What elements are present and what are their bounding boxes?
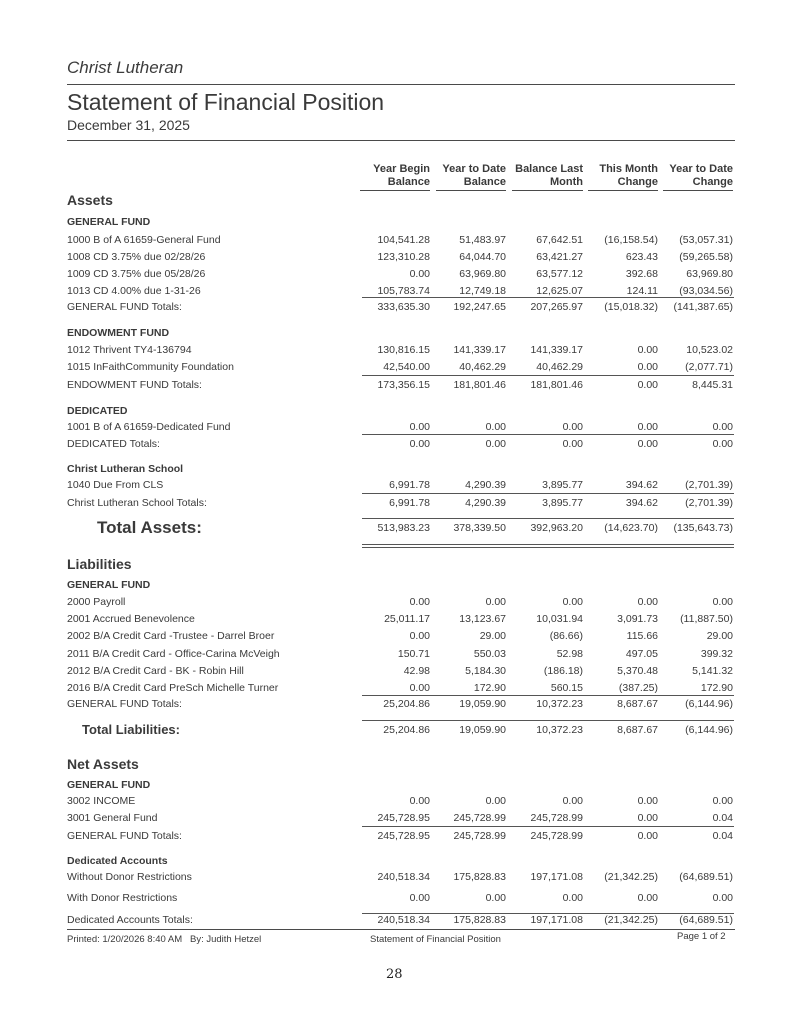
row-value: 0.00 <box>637 596 658 608</box>
row-value: (11,887.50) <box>680 613 733 626</box>
row-value: 51,483.97 <box>459 234 506 246</box>
table-row <box>67 810 735 826</box>
row-value: 0.00 <box>409 682 430 694</box>
row-label: Net Assets <box>67 756 139 772</box>
row-value: 0.00 <box>712 438 733 450</box>
row-value: 25,204.86 <box>383 724 430 736</box>
row-label: 2016 B/A Credit Card PreSch Michelle Turner <box>67 682 279 694</box>
row-label: 2000 Payroll <box>67 596 126 608</box>
table-row <box>67 419 735 435</box>
row-value: (2,701.39) <box>685 497 733 509</box>
row-label: 1013 CD 4.00% due 1-31-26 <box>67 285 201 297</box>
row-value: 245,728.95 <box>377 812 430 824</box>
row-value: 40,462.29 <box>459 361 506 373</box>
table-row <box>67 477 735 493</box>
row-value: 497.05 <box>625 647 658 660</box>
row-value: 245,728.99 <box>530 830 583 842</box>
total-assets-row <box>67 520 735 542</box>
row-value: (53,057.31) <box>679 234 733 246</box>
row-value: (2,077.71) <box>685 361 733 373</box>
row-value: 0.00 <box>562 892 583 904</box>
row-value: 0.00 <box>637 421 658 433</box>
row-value: 0.00 <box>637 795 658 807</box>
row-value: 0.00 <box>409 268 430 280</box>
table-row <box>67 266 735 282</box>
row-value: 115.66 <box>626 630 658 643</box>
row-value: 3,091.73 <box>617 613 658 626</box>
totals-row <box>67 436 735 452</box>
row-value: 240,518.34 <box>377 871 430 883</box>
row-label: 1008 CD 3.75% due 02/28/26 <box>67 251 206 263</box>
row-value: 3,895.77 <box>542 479 583 491</box>
row-value: (14,623.70) <box>604 522 658 534</box>
row-value: 19,059.90 <box>459 724 506 736</box>
row-value: 550.03 <box>473 647 506 660</box>
row-value: 52.98 <box>556 647 583 660</box>
row-value: (6,144.96) <box>685 724 733 736</box>
header-rule-top <box>67 84 735 85</box>
total-underline <box>362 518 734 519</box>
row-label: 2001 Accrued Benevolence <box>67 613 195 626</box>
row-value: 141,339.17 <box>453 344 506 356</box>
footer-report-name: Statement of Financial Position <box>370 934 501 945</box>
row-value: 181,801.46 <box>453 379 506 391</box>
column-header-balance-last-month <box>512 163 583 191</box>
group-heading <box>67 461 735 477</box>
row-value: 0.00 <box>562 438 583 450</box>
column-header-line: This Month <box>599 163 658 175</box>
group-heading <box>67 403 735 419</box>
table-row <box>67 342 735 358</box>
row-value: 394.62 <box>625 479 658 491</box>
group-heading <box>67 853 735 869</box>
row-value: 245,728.99 <box>530 812 583 824</box>
row-value: 0.00 <box>485 438 506 450</box>
row-label: GENERAL FUND <box>67 579 151 591</box>
row-value: 0.00 <box>409 795 430 807</box>
column-header-line: Year to Date <box>669 163 733 175</box>
row-value: 19,059.90 <box>459 698 506 710</box>
row-value: 172.90 <box>473 682 506 694</box>
row-label: ENDOWMENT FUND Totals: <box>67 379 202 391</box>
row-value: 245,728.99 <box>453 812 506 824</box>
group-heading <box>67 577 735 593</box>
row-value: 0.00 <box>712 892 733 904</box>
row-value: (21,342.25) <box>604 914 658 926</box>
table-row <box>67 890 735 906</box>
row-value: 0.00 <box>562 596 583 608</box>
row-value: 0.00 <box>637 438 658 450</box>
row-label: 2002 B/A Credit Card -Trustee - Darrel Broer <box>67 630 275 643</box>
table-row <box>67 359 735 375</box>
row-label: GENERAL FUND Totals: <box>67 698 182 710</box>
header-rule-bottom <box>67 140 735 141</box>
row-label: 1000 B of A 61659-General Fund <box>67 234 221 246</box>
column-header-line: Balance <box>463 176 506 188</box>
row-value: (141,387.65) <box>673 301 733 313</box>
organization-name: Christ Lutheran <box>67 58 184 77</box>
row-value: (387.25) <box>618 682 658 694</box>
row-value: 8,445.31 <box>692 379 733 391</box>
row-value: 124.11 <box>626 285 658 297</box>
table-row <box>67 232 735 248</box>
total-underline <box>362 493 734 494</box>
row-label: DEDICATED <box>67 405 128 417</box>
row-value: 63,969.80 <box>459 268 506 280</box>
row-value: 399.32 <box>700 647 733 660</box>
column-header-line: Year to Date <box>442 163 506 175</box>
footer-by: By: Judith Hetzel <box>190 934 262 945</box>
row-value: 197,171.08 <box>530 914 583 926</box>
column-header-ytd-balance <box>436 163 506 191</box>
column-header-line: Year Begin <box>373 163 430 175</box>
row-label: 3001 General Fund <box>67 812 158 824</box>
row-value: (15,018.32) <box>604 301 658 313</box>
row-value: 0.00 <box>409 596 430 608</box>
row-label: 3002 INCOME <box>67 795 136 807</box>
row-value: 181,801.46 <box>530 379 583 391</box>
row-value: 6,991.78 <box>389 497 430 509</box>
row-value: 5,141.32 <box>692 664 733 677</box>
column-header-year-begin <box>360 163 430 191</box>
row-value: 0.00 <box>637 812 658 824</box>
row-value: 29.00 <box>479 630 506 643</box>
totals-row <box>67 912 735 928</box>
row-value: 5,184.30 <box>465 664 506 677</box>
row-value: 0.00 <box>485 421 506 433</box>
row-value: (2,701.39) <box>685 479 733 491</box>
table-row <box>67 646 735 662</box>
column-header-line: Change <box>617 176 658 188</box>
row-label: Christ Lutheran School <box>67 463 184 475</box>
row-value: 0.00 <box>485 795 506 807</box>
row-value: 0.00 <box>562 421 583 433</box>
row-value: 378,339.50 <box>453 522 506 534</box>
row-value: 0.00 <box>712 421 733 433</box>
table-row <box>67 680 735 696</box>
row-value: 173,356.15 <box>377 379 430 391</box>
row-value: (64,689.51) <box>679 914 733 926</box>
row-label: 1012 Thrivent TY4-136794 <box>67 344 192 356</box>
footer-page: Page 1 of 2 <box>677 931 726 942</box>
row-value: 0.00 <box>409 421 430 433</box>
total-underline <box>362 375 734 376</box>
row-label: ENDOWMENT FUND <box>67 327 170 339</box>
row-value: (59,265.58) <box>679 251 733 263</box>
column-header-ytd-change <box>663 163 733 191</box>
table-row <box>67 249 735 265</box>
row-label: Without Donor Restrictions <box>67 871 192 883</box>
row-value: 0.00 <box>712 596 733 608</box>
totals-row <box>67 495 735 511</box>
row-value: 10,372.23 <box>536 724 583 736</box>
table-row <box>67 594 735 610</box>
report-title: Statement of Financial Position <box>67 89 385 115</box>
row-value: 623.43 <box>625 251 658 263</box>
row-value: 12,749.18 <box>459 285 506 297</box>
row-value: 8,687.67 <box>617 724 658 736</box>
row-label: Liabilities <box>67 556 132 572</box>
row-label: 2012 B/A Credit Card - BK - Robin Hill <box>67 664 244 677</box>
row-label: 2011 B/A Credit Card - Office-Carina McVeigh <box>67 647 280 660</box>
row-value: 172.90 <box>700 682 733 694</box>
row-value: 0.00 <box>637 344 658 356</box>
row-value: 333,635.30 <box>377 301 430 313</box>
row-label: 1009 CD 3.75% due 05/28/26 <box>67 268 206 280</box>
row-value: 4,290.39 <box>465 497 506 509</box>
row-value: 192,247.65 <box>453 301 506 313</box>
column-header-line: Change <box>692 176 733 188</box>
table-row <box>67 611 735 627</box>
row-value: 175,828.83 <box>453 871 506 883</box>
column-header-line: Month <box>550 176 583 188</box>
row-label: Total Liabilities: <box>82 722 180 737</box>
row-value: 392,963.20 <box>530 522 583 534</box>
row-value: 63,577.12 <box>536 268 583 280</box>
row-label: GENERAL FUND Totals: <box>67 301 182 313</box>
row-value: 560.15 <box>550 682 583 694</box>
row-value: 25,204.86 <box>383 698 430 710</box>
row-label: Christ Lutheran School Totals: <box>67 497 207 509</box>
section-heading-assets <box>67 192 735 208</box>
row-label: 1001 B of A 61659-Dedicated Fund <box>67 421 231 433</box>
table-row <box>67 628 735 644</box>
row-value: (135,643.73) <box>673 522 733 534</box>
row-value: 5,370.48 <box>617 664 658 677</box>
row-label: GENERAL FUND <box>67 216 151 228</box>
row-value: 63,421.27 <box>536 251 583 263</box>
report-date: December 31, 2025 <box>67 117 190 133</box>
row-value: 63,969.80 <box>686 268 733 280</box>
row-label: Total Assets: <box>97 518 202 537</box>
row-value: 0.00 <box>562 795 583 807</box>
row-value: 104,541.28 <box>377 234 430 246</box>
total-underline <box>362 434 734 435</box>
row-label: With Donor Restrictions <box>67 892 178 904</box>
total-underline <box>362 297 734 298</box>
row-value: 6,991.78 <box>389 479 430 491</box>
row-value: (93,034.56) <box>679 285 733 297</box>
column-header-this-month-change <box>588 163 658 191</box>
row-value: 0.00 <box>637 892 658 904</box>
section-heading-liabilities <box>67 556 735 572</box>
row-value: 10,372.23 <box>536 698 583 710</box>
row-label: Assets <box>67 192 113 208</box>
row-value: 141,339.17 <box>530 344 583 356</box>
row-value: 175,828.83 <box>453 914 506 926</box>
row-value: 105,783.74 <box>377 285 430 297</box>
row-label: Dedicated Accounts <box>67 855 168 867</box>
row-value: 207,265.97 <box>530 301 583 313</box>
page-number: 28 <box>386 967 403 982</box>
row-value: (86.66) <box>549 630 583 643</box>
row-value: (64,689.51) <box>679 871 733 883</box>
group-heading <box>67 214 735 230</box>
table-row <box>67 793 735 809</box>
row-value: 0.00 <box>485 892 506 904</box>
footer-printed: Printed: 1/20/2026 8:40 AM <box>67 934 183 945</box>
total-underline <box>362 720 734 721</box>
row-label: Dedicated Accounts Totals: <box>67 914 193 926</box>
totals-row <box>67 377 735 393</box>
totals-row <box>67 696 735 712</box>
row-value: 513,983.23 <box>377 522 430 534</box>
row-label: GENERAL FUND Totals: <box>67 830 182 842</box>
totals-row <box>67 828 735 844</box>
row-value: 12,625.07 <box>536 285 583 297</box>
row-value: 245,728.99 <box>453 830 506 842</box>
row-label: DEDICATED Totals: <box>67 438 160 450</box>
row-value: 3,895.77 <box>542 497 583 509</box>
row-value: (16,158.54) <box>604 234 658 246</box>
row-value: (6,144.96) <box>685 698 733 710</box>
row-value: 0.00 <box>485 596 506 608</box>
row-value: 0.04 <box>712 830 733 842</box>
row-value: 394.62 <box>625 497 658 509</box>
totals-row <box>67 299 735 315</box>
row-value: 67,642.51 <box>536 234 583 246</box>
row-label: 1040 Due From CLS <box>67 479 164 491</box>
row-value: 150.71 <box>397 647 430 660</box>
row-value: (21,342.25) <box>604 871 658 883</box>
row-value: 4,290.39 <box>465 479 506 491</box>
row-value: 0.00 <box>637 379 658 391</box>
column-header-line: Balance <box>387 176 430 188</box>
total-liabilities-row <box>67 722 735 740</box>
row-label: GENERAL FUND <box>67 779 151 791</box>
double-underline <box>362 544 734 548</box>
row-value: 8,687.67 <box>617 698 658 710</box>
table-row <box>67 663 735 679</box>
row-value: 197,171.08 <box>530 871 583 883</box>
row-value: 0.04 <box>712 812 733 824</box>
row-value: 0.00 <box>409 438 430 450</box>
total-underline <box>362 826 734 827</box>
row-value: 40,462.29 <box>536 361 583 373</box>
row-value: 10,031.94 <box>536 613 583 626</box>
footer-rule <box>67 929 735 930</box>
row-value: 0.00 <box>637 830 658 842</box>
row-value: 0.00 <box>712 795 733 807</box>
column-header-line: Balance Last <box>515 163 583 175</box>
row-value: 10,523.02 <box>686 344 733 356</box>
row-value: 130,816.15 <box>377 344 430 356</box>
group-heading <box>67 325 735 341</box>
group-heading <box>67 777 735 793</box>
row-value: 13,123.67 <box>459 613 506 626</box>
row-value: 42.98 <box>403 664 430 677</box>
row-value: (186.18) <box>543 664 583 677</box>
row-value: 240,518.34 <box>377 914 430 926</box>
row-value: 245,728.95 <box>377 830 430 842</box>
section-heading-net-assets <box>67 756 735 772</box>
row-value: 42,540.00 <box>383 361 430 373</box>
row-value: 0.00 <box>409 892 430 904</box>
row-value: 64,044.70 <box>459 251 506 263</box>
row-value: 0.00 <box>409 630 430 643</box>
row-label: 1015 InFaithCommunity Foundation <box>67 361 234 373</box>
table-row <box>67 869 735 885</box>
row-value: 392.68 <box>625 268 658 280</box>
row-value: 0.00 <box>637 361 658 373</box>
row-value: 29.00 <box>706 630 733 643</box>
row-value: 25,011.17 <box>384 613 430 626</box>
row-value: 123,310.28 <box>377 251 430 263</box>
